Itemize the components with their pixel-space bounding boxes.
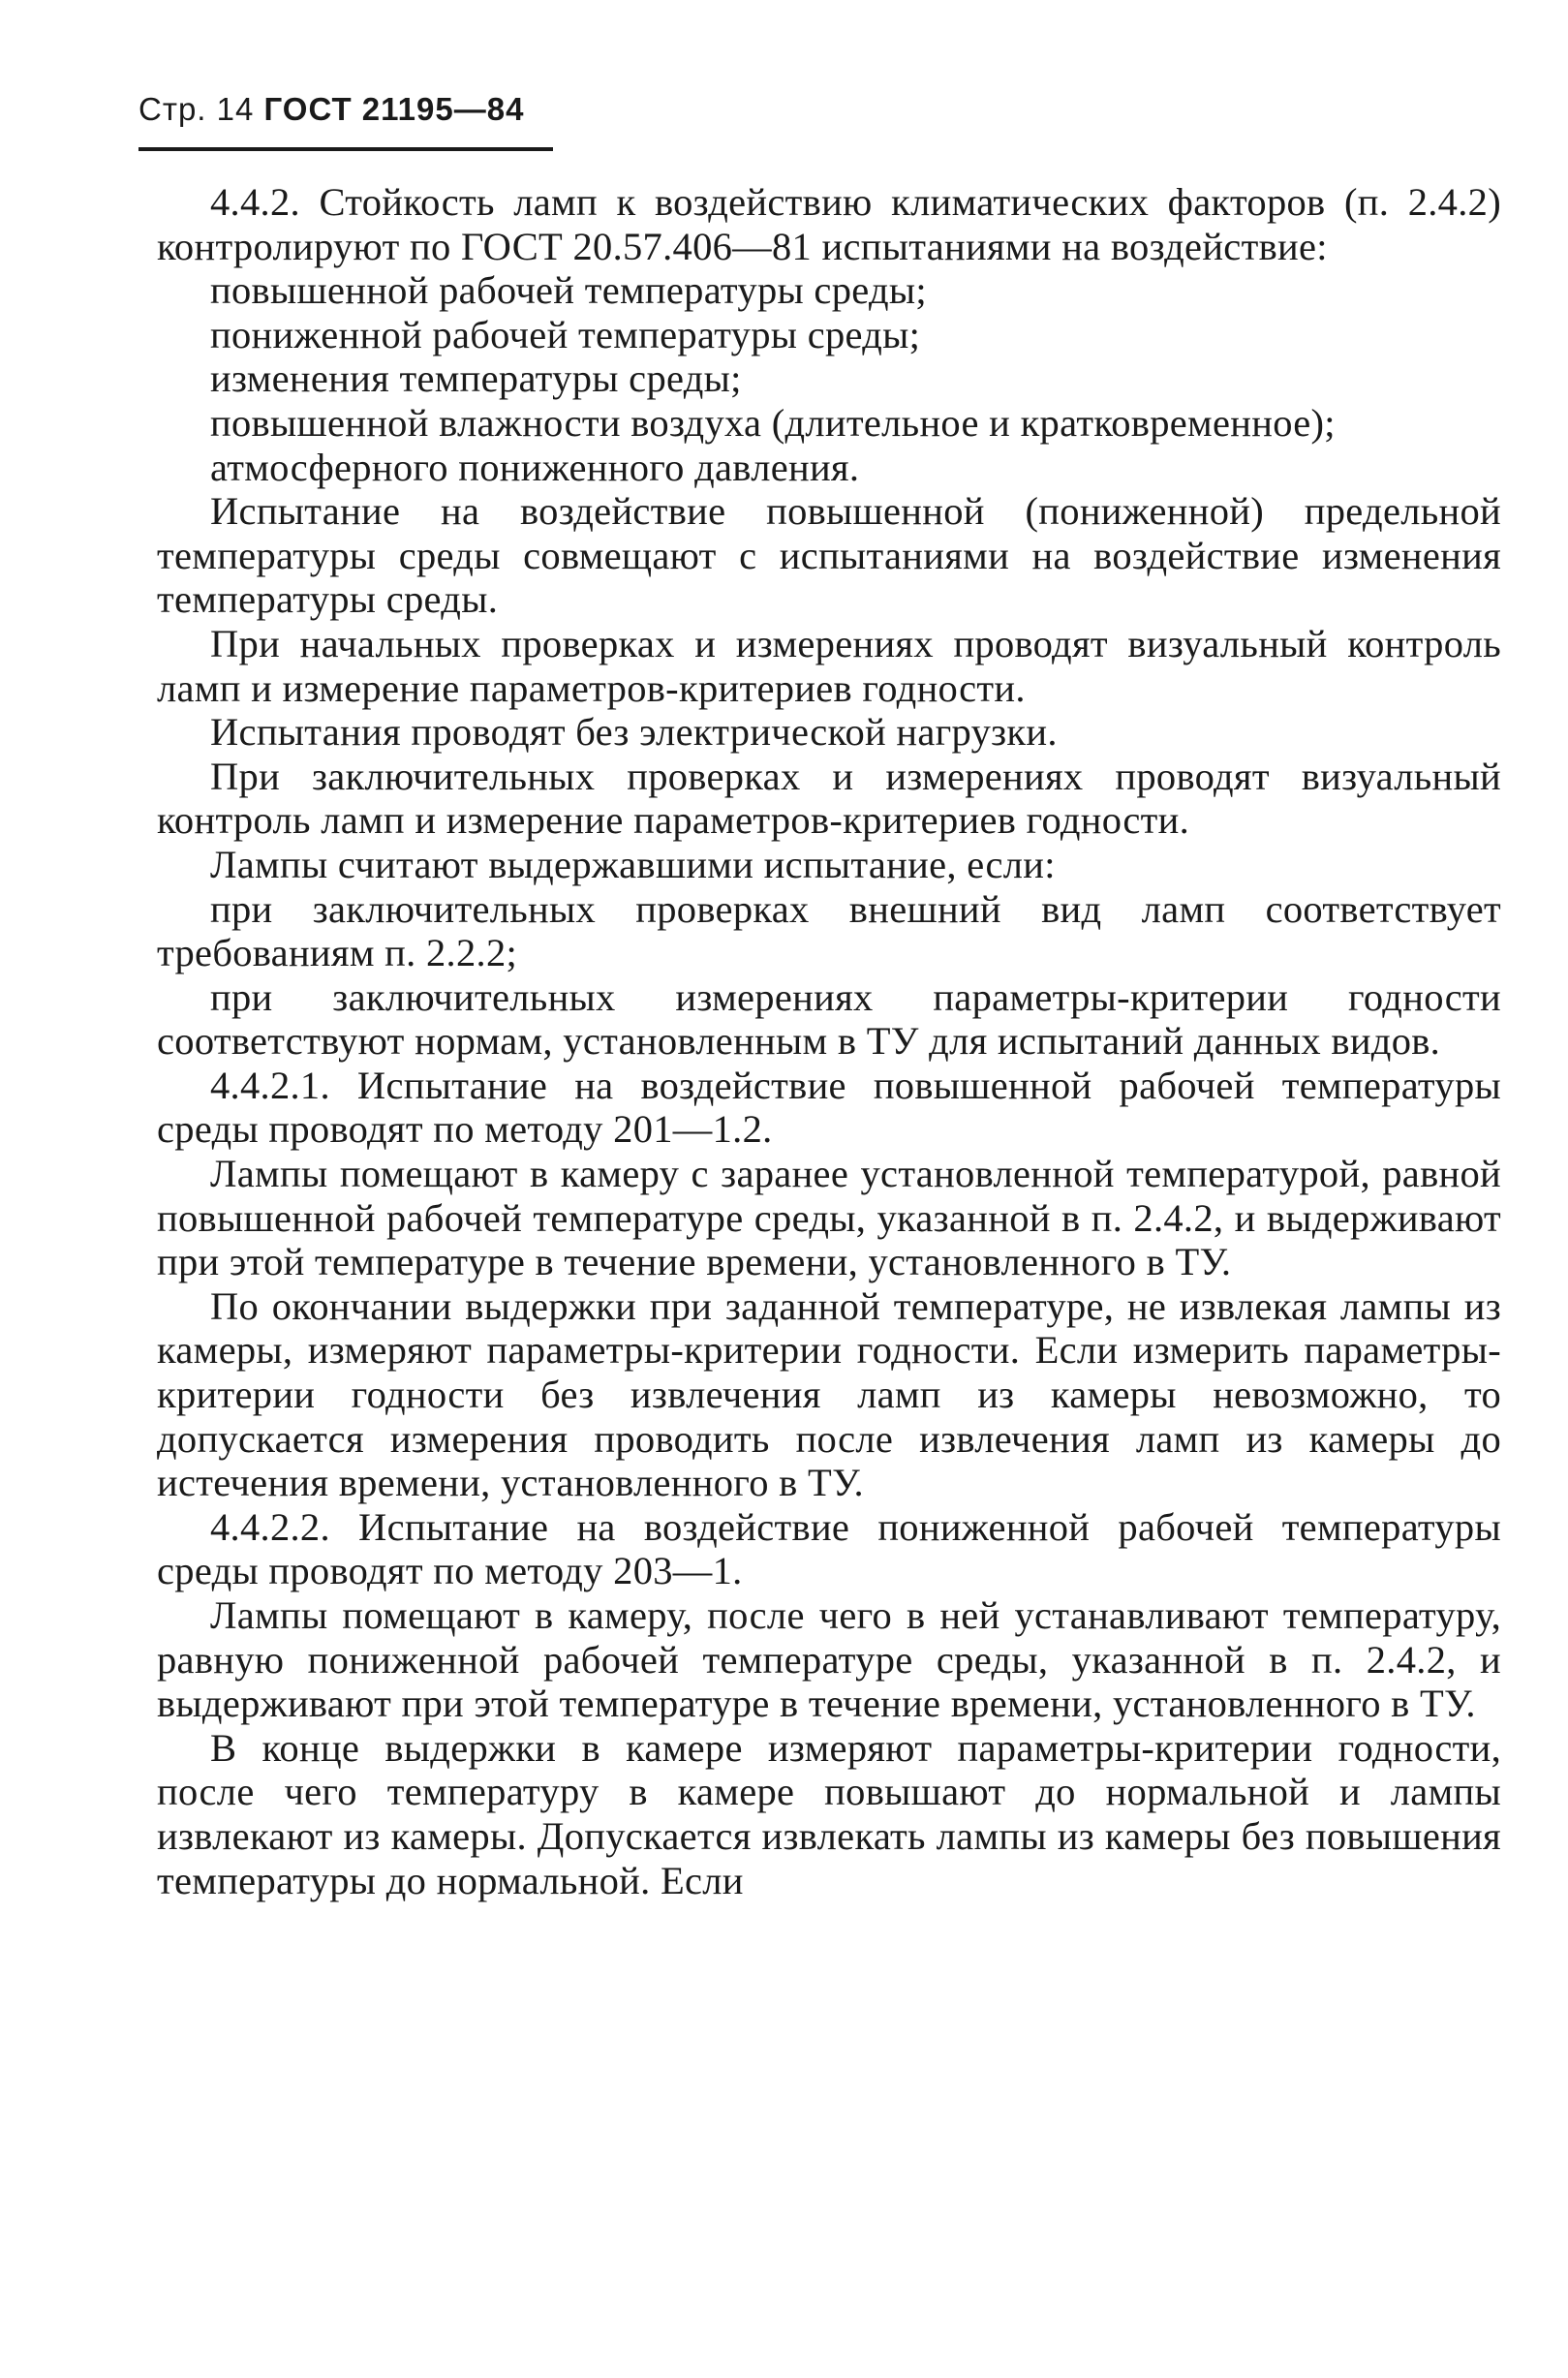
list-item: повышенной рабочей температуры среды; [210, 268, 927, 313]
paragraph: По окончании выдержки при заданной температуре, не извлекая лампы из камеры, измеряют параметры-критерии годности. Если измерить параметры-критерии годности без извлечения ламп из камеры невозможно, то допускается измерения проводить после извлечения ламп из камеры до истечения времени, установленного в ТУ. [157, 1283, 1501, 1505]
paragraph: Испытания проводят без электрической нагрузки. [210, 710, 1058, 755]
document-body [157, 180, 1501, 1902]
header-rule [138, 147, 553, 151]
paragraph-4-4-2: 4.4.2. Стойкость ламп к воздействию климатических факторов (п. 2.4.2) контролируют по ГОСТ 20.57.406—81 испытаниями на воздействие: [157, 180, 1501, 268]
paragraph: В конце выдержки в камере измеряют параметры-критерии годности, после чего температуру в камере повышают до нормальной и лампы извлекают из камеры. Допускается извлекать лампы из камеры без повышения температуры до нормальной. Если [157, 1725, 1501, 1902]
paragraph-4-4-2-2: 4.4.2.2. Испытание на воздействие пониженной рабочей температуры среды проводят по методу 203—1. [157, 1504, 1501, 1593]
list-item: изменения температуры среды; [210, 356, 742, 401]
list-item: повышенной влажности воздуха (длительное и кратковременное); [210, 400, 1336, 445]
paragraph: Испытание на воздействие повышенной (пониженной) предельной температуры среды совмещают с испытаниями на воздействие изменения температуры среды. [157, 489, 1501, 622]
list-item: пониженной рабочей температуры среды; [210, 312, 921, 356]
paragraph-4-4-2-1: 4.4.2.1. Испытание на воздействие повышенной рабочей температуры среды проводят по методу 201—1.2. [157, 1063, 1501, 1152]
page-header [138, 91, 524, 128]
paragraph: Лампы помещают в камеру, после чего в ней устанавливают температуру, равную пониженной рабочей температуре среды, указанной в п. 2.4.2, и выдерживают при этой температуре в течение времени, установленного в ТУ. [157, 1593, 1501, 1726]
list-item: при заключительных проверках внешний вид ламп соответствует требованиям п. 2.2.2; [157, 886, 1501, 975]
list-item: при заключительных измерениях параметры-критерии годности соответствуют нормам, установленным в ТУ для испытаний данных видов. [157, 974, 1501, 1064]
paragraph: Лампы помещают в камеру с заранее установленной температурой, равной повышенной рабочей температуре среды, указанной в п. 2.4.2, и выдерживают при этой температуре в течение времени, установленного в ТУ. [157, 1152, 1501, 1284]
paragraph: При начальных проверках и измерениях проводят визуальный контроль ламп и измерение параметров-критериев годности. [157, 621, 1501, 710]
paragraph: При заключительных проверках и измерениях проводят визуальный контроль ламп и измерение параметров-критериев годности. [157, 754, 1501, 843]
standard-designation: ГОСТ 21195—84 [263, 91, 525, 127]
list-item: атмосферного пониженного давления. [210, 445, 860, 489]
paragraph: Лампы считают выдержавшими испытание, если: [210, 842, 1056, 886]
page-number: Стр. 14 [138, 91, 255, 127]
